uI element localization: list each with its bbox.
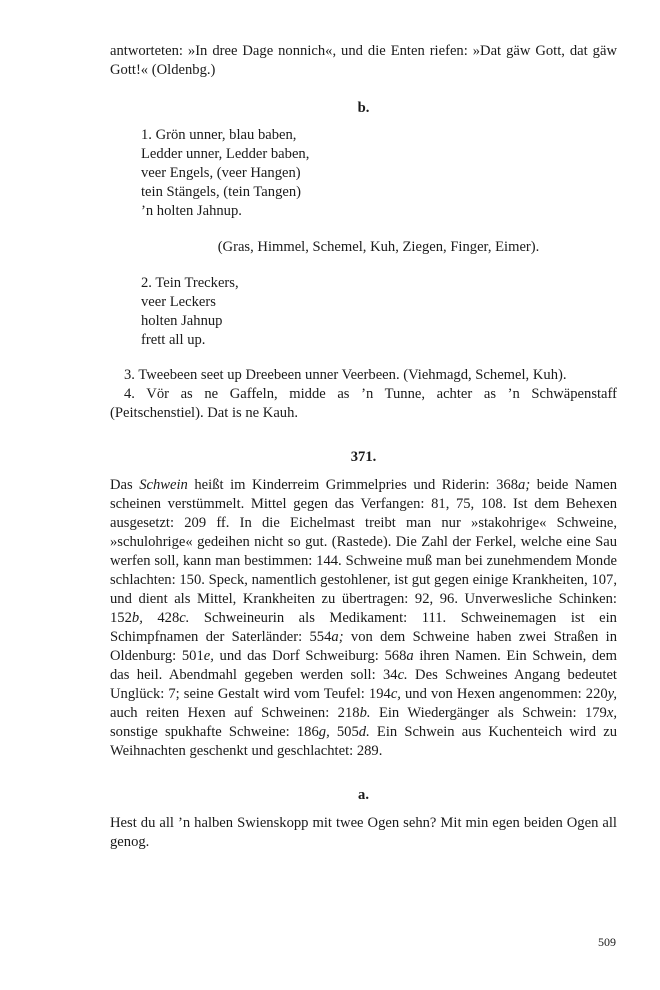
section-371-paragraph: Das Schwein heißt im Kinderreim Grimmelpries und Riderin: 368a; beide Namen scheinen verstümmelt. Mittel gegen das Verfangen: 81, 75, 108. Ist dem Behexen ausgesetzt: 209 ff. In die Eichelmast treibt man nur »stakohrige« Schweine, »schulohrige« gedeihen nicht so gut. (Rastede). Die Zahl der Ferkel, welche eine Sau werfen soll, kann man bestimmen: 144. Schweine muß man bei zunehmendem Monde schlachten: 150. Speck, namentlich gestohlener, ist gut gegen einige Krankheiten, 107, und dient als Mittel, Krankheiten zu übertragen: 92, 96. Unverwesliche Schinken: 152b, 428c. Schweineurin als Medikament: 111. Schweinemagen ist ein Schimpfnamen der Saterländer: 554a; von dem Schweine haben zwei Straßen in Oldenburg: 501e, und das Dorf Schweiburg: 568a ihren Namen. Ein Schwein, dem das heil. Abendmahl gegeben werden soll: 34c. Des Schweines Angang bedeutet Unglück: 7; seine Gestalt wird vom Teufel: 194c, und von Hexen angenommen: 220y, auch reiten Hexen auf Schweinen: 218b. Ein Wiedergänger als Schwein: 179x, sonstige spukhafte Schweine: 186g, 505d. Ein Schwein aus Kuchenteich wird zu Weihnachten geschenkt und geschlachtet: 289.	[110, 477, 617, 759]
verse-line: frett all up.	[141, 332, 206, 348]
verse-line: tein Stängels, (tein Tangen)	[141, 184, 302, 200]
verse-line: ’n holten Jahnup.	[141, 203, 242, 219]
verse-line: 1. Grön unner, blau baben,	[141, 127, 297, 143]
verse-line: veer Leckers	[141, 294, 216, 310]
riddle-item-4: 4. Vör as ne Gaffeln, midde as ’n Tunne, achter as ’n Schwäpenstaff (Peitschenstiel). Dat is ne Kauh.	[110, 386, 617, 421]
top-paragraph: antworteten: »In dree Dage nonnich«, und die Enten riefen: »Dat gäw Gott, dat gäw Gott!« (Oldenbg.)	[110, 43, 617, 78]
verse-line: 2. Tein Treckers,	[141, 275, 239, 291]
riddle-verse-1	[110, 126, 617, 221]
riddle-answer-1: (Gras, Himmel, Schemel, Kuh, Ziegen, Finger, Eimer).	[217, 239, 540, 255]
section-a-paragraph: Hest du all ’n halben Swienskopp mit twee Ogen sehn? Mit min egen beiden Ogen all genog.	[110, 815, 617, 850]
verse-line: holten Jahnup	[141, 313, 223, 329]
verse-line: Ledder unner, Ledder baben,	[141, 146, 310, 162]
riddle-verse-2	[110, 274, 617, 350]
page-body	[110, 42, 617, 852]
section-371-heading: 371.	[350, 449, 377, 465]
section-b-heading: b.	[357, 100, 370, 116]
riddle-item-3: 3. Tweebeen seet up Dreebeen unner Veerbeen. (Viehmagd, Schemel, Kuh).	[124, 367, 567, 383]
page-number: 509	[598, 935, 616, 949]
verse-line: veer Engels, (veer Hangen)	[141, 165, 301, 181]
section-a-heading: a.	[358, 787, 369, 803]
